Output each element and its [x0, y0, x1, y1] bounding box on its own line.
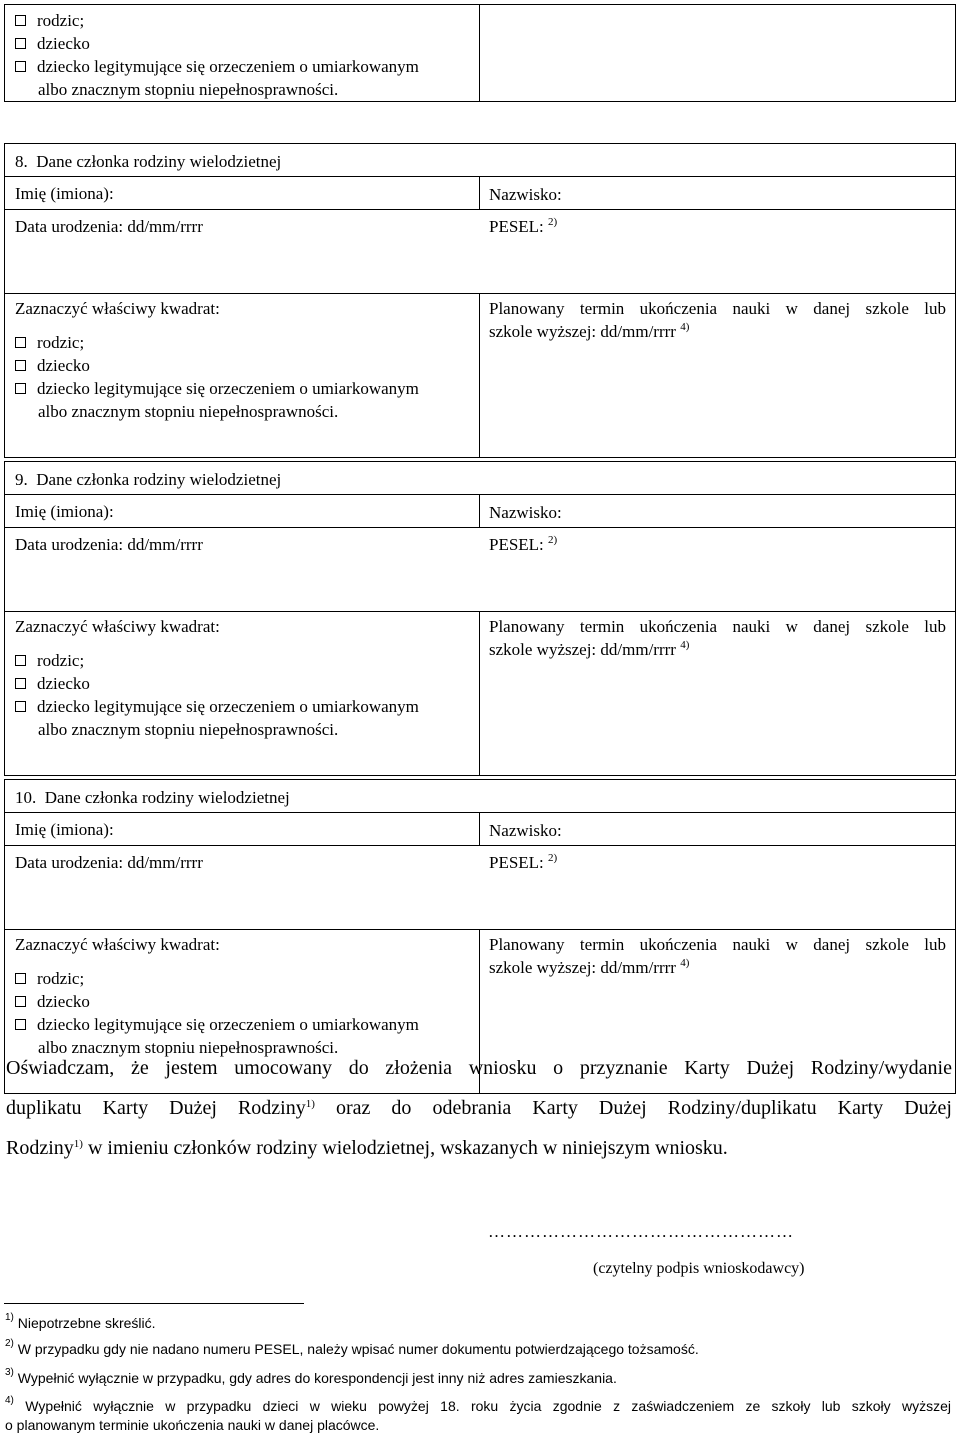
option-child[interactable]: dziecko: [15, 672, 419, 695]
member-header-text: Dane członka rodziny wielodzietnej: [36, 470, 282, 489]
member-header: [15, 786, 290, 809]
checkbox-icon[interactable]: [15, 678, 26, 689]
option-child-disability[interactable]: dziecko legitymujące się orzeczeniem o umiarkowanym: [15, 695, 419, 718]
column-divider: [479, 177, 480, 209]
planned-footnote-ref: 4): [680, 321, 690, 333]
column-divider: [479, 294, 480, 457]
checkbox-icon[interactable]: [15, 383, 26, 394]
member-table-10: [4, 779, 956, 1094]
last-name-field[interactable]: Nazwisko:: [489, 503, 562, 522]
declaration-line1: Oświadczam, że jestem umocowany do złożenia wniosku o przyznanie Karty Dużej Rodziny/wydanie: [6, 1057, 952, 1079]
planned-completion-line1: Planowany termin ukończenia nauki w danej szkole lub: [489, 617, 946, 636]
option-child-disability-cont: albo znacznym stopniu niepełnosprawności.: [38, 720, 339, 739]
pesel-field[interactable]: [489, 215, 557, 238]
checkbox-icon[interactable]: [15, 1019, 26, 1030]
member-number: 10.: [15, 788, 37, 807]
birth-pesel-row: [5, 210, 955, 294]
status-row: [5, 294, 955, 457]
pesel-field[interactable]: [489, 851, 557, 874]
checkbox-icon[interactable]: [15, 337, 26, 348]
column-divider: [479, 5, 480, 101]
planned-completion-field[interactable]: [489, 933, 946, 979]
member-header-text: Dane członka rodziny wielodzietnej: [44, 788, 290, 807]
member-table-8: [4, 143, 956, 458]
member-header-row: [5, 144, 955, 177]
status-row: [5, 612, 955, 775]
planned-completion-field[interactable]: [489, 297, 946, 343]
footnote-3: $^{3)}$ Wypełnić wyłącznie w przypadku, gdy adres do korespondencji jest inny niż adres zamieszkania.: [5, 1367, 617, 1386]
member-header: [15, 150, 281, 173]
member-number: 9.: [15, 470, 28, 489]
option-child-disability-cont: albo znacznym stopniu niepełnosprawności.: [38, 1038, 339, 1057]
member-number: 8.: [15, 152, 28, 171]
status-options: [15, 297, 419, 423]
planned-footnote-ref: 4): [680, 957, 690, 969]
pesel-label: PESEL:: [489, 217, 544, 236]
pesel-field[interactable]: [489, 533, 557, 556]
option-child-disability[interactable]: dziecko legitymujące się orzeczeniem o umiarkowanym: [15, 377, 419, 400]
pesel-label: PESEL:: [489, 535, 544, 554]
option-child-disability[interactable]: dziecko legitymujące się orzeczeniem o umiarkowanym: [15, 55, 419, 78]
member-header-row: [5, 780, 955, 813]
checkbox-icon[interactable]: [15, 973, 26, 984]
signature-caption: (czytelny podpis wnioskodawcy): [593, 1260, 805, 1277]
planned-completion-line2: szkole wyższej: dd/mm/rrrr $^{4)}$: [489, 639, 690, 659]
option-child-disability[interactable]: dziecko legitymujące się orzeczeniem o umiarkowanym: [15, 1013, 419, 1036]
option-parent[interactable]: rodzic;: [15, 9, 419, 32]
footnote-4: $^{4)}$ Wypełnić wyłącznie w przypadku dzieci w wieku powyżej 18. roku życia zgodnie z zaświadczeniem ze szkoły lub szkoły wyższej o planowanym terminie ukończenia nauki w danej placówce.: [5, 1395, 951, 1433]
planned-completion-line1: Planowany termin ukończenia nauki w danej szkole lub: [489, 935, 946, 954]
name-row: [5, 495, 955, 528]
declaration-line3: Rodziny$^{1)}$ w imieniu członków rodziny wielodzietnej, wskazanych w niniejszym wniosku.: [6, 1137, 728, 1159]
footnote-2: $^{2)}$ W przypadku gdy nie nadano numeru PESEL, należy wpisać numer dokumentu potwierdzającego tożsamość.: [5, 1338, 699, 1357]
birth-pesel-row: [5, 528, 955, 612]
planned-completion-line2: szkole wyższej: dd/mm/rrrr $^{4)}$: [489, 321, 690, 341]
option-child[interactable]: dziecko: [15, 990, 419, 1013]
option-parent[interactable]: rodzic;: [15, 649, 419, 672]
mark-box-instruction: Zaznaczyć właściwy kwadrat:: [15, 935, 220, 954]
column-divider: [479, 495, 480, 527]
checkbox-icon[interactable]: [15, 655, 26, 666]
pesel-footnote-ref: 2): [548, 534, 558, 546]
option-child[interactable]: dziecko: [15, 354, 419, 377]
column-divider: [479, 612, 480, 775]
planned-completion-line2: szkole wyższej: dd/mm/rrrr $^{4)}$: [489, 957, 690, 977]
option-parent[interactable]: rodzic;: [15, 331, 419, 354]
first-name-field[interactable]: Imię (imiona):: [15, 184, 114, 203]
last-name-field[interactable]: Nazwisko:: [489, 185, 562, 204]
option-child[interactable]: dziecko: [15, 32, 419, 55]
planned-footnote-ref: 4): [680, 639, 690, 651]
pesel-footnote-ref: 2): [548, 852, 558, 864]
last-name-field[interactable]: Nazwisko:: [489, 821, 562, 840]
first-name-field[interactable]: Imię (imiona):: [15, 820, 114, 839]
checkbox-icon[interactable]: [15, 360, 26, 371]
member-header-row: [5, 462, 955, 495]
option-child-disability-cont: albo znacznym stopniu niepełnosprawności.: [38, 80, 339, 99]
checkbox-icon[interactable]: [15, 15, 26, 26]
status-options: [15, 615, 419, 741]
footnote-separator: [4, 1303, 304, 1304]
first-name-field[interactable]: Imię (imiona):: [15, 502, 114, 521]
mark-box-instruction: Zaznaczyć właściwy kwadrat:: [15, 299, 220, 318]
option-child-disability-cont: albo znacznym stopniu niepełnosprawności.: [38, 402, 339, 421]
planned-completion-field[interactable]: [489, 615, 946, 661]
signature-line[interactable]: ……………………………………………: [488, 1222, 794, 1241]
option-parent[interactable]: rodzic;: [15, 967, 419, 990]
checkbox-icon[interactable]: [15, 701, 26, 712]
checkbox-icon[interactable]: [15, 996, 26, 1007]
pesel-label: PESEL:: [489, 853, 544, 872]
member-table-9: [4, 461, 956, 776]
declaration-line2: duplikatu Karty Dużej Rodziny$^{1)}$ oraz do odebrania Karty Dużej Rodziny/duplikatu Karty Dużej: [6, 1097, 952, 1119]
declaration: [6, 1048, 952, 1168]
checkbox-icon[interactable]: [15, 38, 26, 49]
planned-completion-line1: Planowany termin ukończenia nauki w danej szkole lub: [489, 299, 946, 318]
footnote-ref: 1): [73, 1138, 83, 1150]
birth-pesel-row: [5, 846, 955, 930]
name-row: [5, 177, 955, 210]
footnote-ref: 1): [305, 1098, 315, 1110]
member-header: [15, 468, 281, 491]
pesel-footnote-ref: 2): [548, 216, 558, 228]
name-row: [5, 813, 955, 846]
checkbox-icon[interactable]: [15, 61, 26, 72]
footnote-1: $^{1)}$ Niepotrzebne skreślić.: [5, 1312, 156, 1331]
mark-box-instruction: Zaznaczyć właściwy kwadrat:: [15, 617, 220, 636]
member-7-options-table: [4, 4, 956, 102]
birth-date-field[interactable]: Data urodzenia: dd/mm/rrrr: [15, 853, 203, 872]
birth-date-field[interactable]: Data urodzenia: dd/mm/rrrr: [15, 217, 203, 236]
status-options: [15, 933, 419, 1059]
birth-date-field[interactable]: Data urodzenia: dd/mm/rrrr: [15, 535, 203, 554]
member-header-text: Dane członka rodziny wielodzietnej: [36, 152, 282, 171]
column-divider: [479, 813, 480, 845]
